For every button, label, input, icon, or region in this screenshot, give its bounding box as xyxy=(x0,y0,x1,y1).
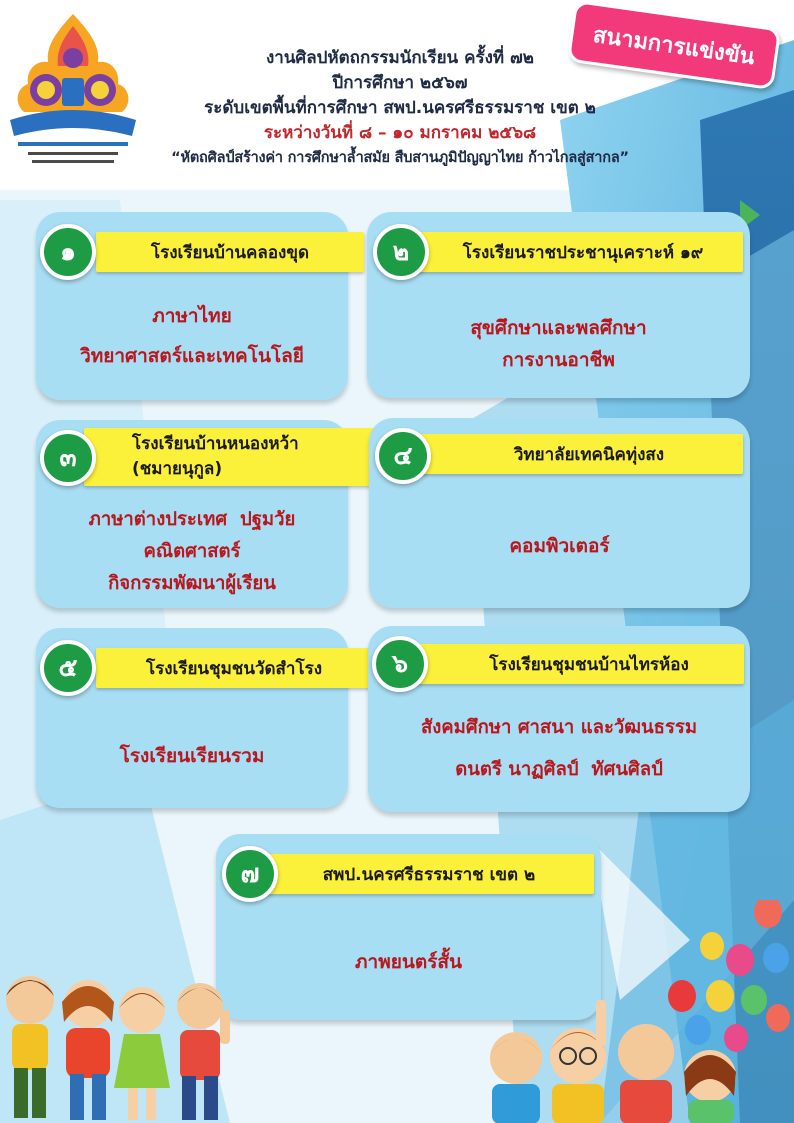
venue-school-name: โรงเรียนชุมชนบ้านไทรห้อง xyxy=(404,644,744,684)
venue-number-badge: ๓ xyxy=(40,430,96,486)
venue-subjects xyxy=(36,740,348,772)
venue-card-6 xyxy=(368,626,750,812)
venue-number-badge: ๕ xyxy=(40,640,96,696)
children-group-icon xyxy=(0,970,250,1123)
venue-number-badge: ๗ xyxy=(222,846,278,902)
subject-line: วิทยาศาสตร์และเทคโนโลยี xyxy=(80,345,304,367)
subject-line: สังคมศึกษา ศาสนา และวัฒนธรรม xyxy=(420,717,698,738)
venue-card-4 xyxy=(369,418,750,608)
venue-subjects xyxy=(369,530,750,562)
subject-line: คอมพิวเตอร์ xyxy=(509,535,610,557)
venue-number-badge: ๒ xyxy=(373,224,429,280)
venue-school-line: (ชมายนุกูล) xyxy=(132,459,223,479)
venue-card-5 xyxy=(36,628,348,808)
venue-school-name: โรงเรียนราชประชานุเคราะห์ ๑๙ xyxy=(403,232,743,272)
venue-number-badge: ๖ xyxy=(372,636,428,692)
academic-year: ปีการศึกษา ๒๕๖๗ xyxy=(332,73,468,93)
venue-school-name xyxy=(84,428,374,486)
subject-line: ภาพยนตร์สั้น xyxy=(355,951,462,973)
venue-school-name: วิทยาลัยเทคนิคทุ่งสง xyxy=(405,434,743,474)
subject-line: กิจกรรมพัฒนาผู้เรียน xyxy=(108,573,276,594)
kids-illustration-right xyxy=(478,900,794,1123)
venue-number-badge: ๑ xyxy=(40,224,96,280)
venue-subjects xyxy=(368,712,750,786)
venue-subjects xyxy=(36,300,348,372)
venue-card-1 xyxy=(36,212,348,400)
event-level: ระดับเขตพื้นที่การศึกษา สพป.นครศรีธรรมราช เขต ๒ xyxy=(204,98,596,118)
venue-badge: สนามการแข่งขัน xyxy=(567,0,782,90)
subject-line: คณิตศาสตร์ xyxy=(143,541,241,562)
subject-line: ภาษาไทย xyxy=(152,305,232,327)
venue-school-name: โรงเรียนชุมชนวัดสำโรง xyxy=(96,648,372,688)
venue-school-line: โรงเรียนบ้านหนองหว้า xyxy=(132,434,299,454)
subject-line: ดนตรี นาฏศิลป์ ทัศนศิลป์ xyxy=(455,759,663,780)
children-balloons-icon xyxy=(478,900,794,1123)
event-dates: ระหว่างวันที่ ๘ – ๑๐ มกราคม ๒๕๖๘ xyxy=(263,123,537,143)
venue-subjects xyxy=(367,312,750,376)
venue-card-3 xyxy=(36,420,348,608)
event-title: งานศิลปหัตถกรรมนักเรียน ครั้งที่ ๗๒ xyxy=(265,48,535,68)
venue-card-2 xyxy=(367,212,750,398)
subject-line: การงานอาชีพ xyxy=(502,349,615,371)
subject-line: สุขศึกษาและพลศึกษา xyxy=(470,317,647,339)
venue-school-name: โรงเรียนบ้านคลองขุด xyxy=(96,232,364,272)
kids-illustration-left xyxy=(0,970,250,1123)
event-slogan: “หัตถศิลป์สร้างค่า การศึกษาล้ำสมัย สืบสานภูมิปัญญาไทย ก้าวไกลสู่สากล” xyxy=(171,150,629,166)
subject-line: โรงเรียนเรียนรวม xyxy=(119,745,265,767)
venue-number-badge: ๔ xyxy=(375,428,431,484)
venue-subjects xyxy=(36,504,348,600)
subject-line: ภาษาต่างประเทศ ปฐมวัย xyxy=(88,509,296,530)
venue-school-name: สพป.นครศรีธรรมราช เขต ๒ xyxy=(264,854,594,894)
